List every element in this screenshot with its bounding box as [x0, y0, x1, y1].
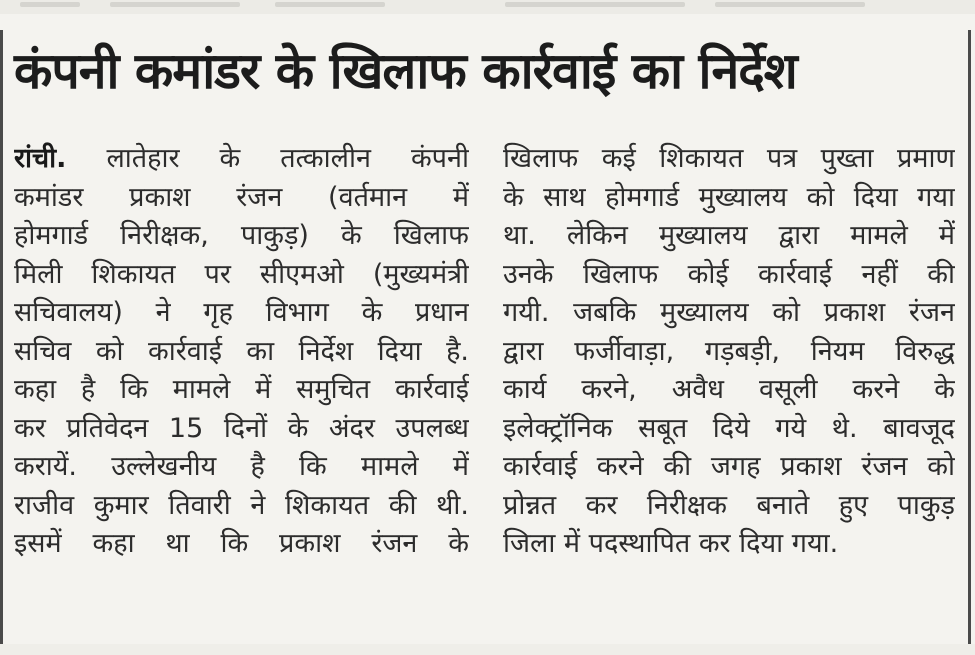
text-line: मिली शिकायत पर सीएमओ (मुख्यमंत्री	[14, 258, 469, 290]
cropped-text-fragment	[275, 2, 385, 7]
text-line	[14, 140, 469, 179]
text-line: होमगार्ड निरीक्षक, पाकुड़) के खिलाफ	[14, 220, 469, 251]
cropped-text-fragment	[20, 2, 80, 7]
text-line: जिला में पदस्थापित कर दिया गया.	[503, 528, 839, 559]
article-column-right	[503, 140, 955, 564]
text-line: सचिवालय) ने गृह विभाग के प्रधान	[14, 297, 469, 328]
text-line: कहा है कि मामले में समुचित कार्रवाई	[14, 374, 469, 405]
dateline: रांची.	[14, 143, 67, 174]
next-article-cropped-strip	[0, 644, 975, 655]
text-line: कार्रवाई करने की जगह प्रकाश रंजन को	[503, 451, 955, 482]
text-line: कर प्रतिवेदन 15 दिनों के अंदर उपलब्ध	[14, 412, 469, 444]
previous-article-cropped-strip	[0, 0, 975, 14]
article-headline: कंपनी कमांडर के खिलाफ कार्रवाई का निर्देश	[14, 42, 797, 100]
text-line: कमांडर प्रकाश रंजन (वर्तमान में	[14, 181, 469, 213]
text-line: प्रोन्नत कर निरीक्षक बनाते हुए पाकुड़	[503, 489, 955, 521]
cropped-text-fragment	[505, 2, 685, 7]
cropped-text-fragment	[110, 2, 240, 7]
article-column-left	[14, 140, 469, 564]
text-line: उनके खिलाफ कोई कार्रवाई नहीं की	[503, 258, 955, 290]
cropped-text-fragment	[715, 2, 865, 7]
text-line: करायें. उल्लेखनीय है कि मामले में	[14, 451, 469, 482]
column-rule-left	[0, 30, 3, 650]
text-line: इसमें कहा था कि प्रकाश रंजन के	[14, 528, 469, 559]
text-line: था. लेकिन मुख्यालय द्वारा मामले में	[503, 220, 955, 251]
text-line: कार्य करने, अवैध वसूली करने के	[503, 374, 955, 405]
text-line: राजीव कुमार तिवारी ने शिकायत की थी.	[14, 489, 469, 521]
text-line-content: लातेहार के तत्कालीन कंपनी	[66, 143, 469, 174]
column-rule-right	[968, 30, 971, 650]
text-line: गयी. जबकि मुख्यालय को प्रकाश रंजन	[503, 297, 955, 328]
text-line: इलेक्ट्रॉनिक सबूत दिये गये थे. बावजूद	[503, 412, 955, 444]
text-line: द्वारा फर्जीवाड़ा, गड़बड़ी, नियम विरुद्ध	[503, 335, 955, 367]
text-line: सचिव को कार्रवाई का निर्देश दिया है.	[14, 335, 469, 367]
text-line: खिलाफ कई शिकायत पत्र पुख्ता प्रमाण	[503, 143, 955, 174]
text-line: के साथ होमगार्ड मुख्यालय को दिया गया	[503, 181, 955, 213]
